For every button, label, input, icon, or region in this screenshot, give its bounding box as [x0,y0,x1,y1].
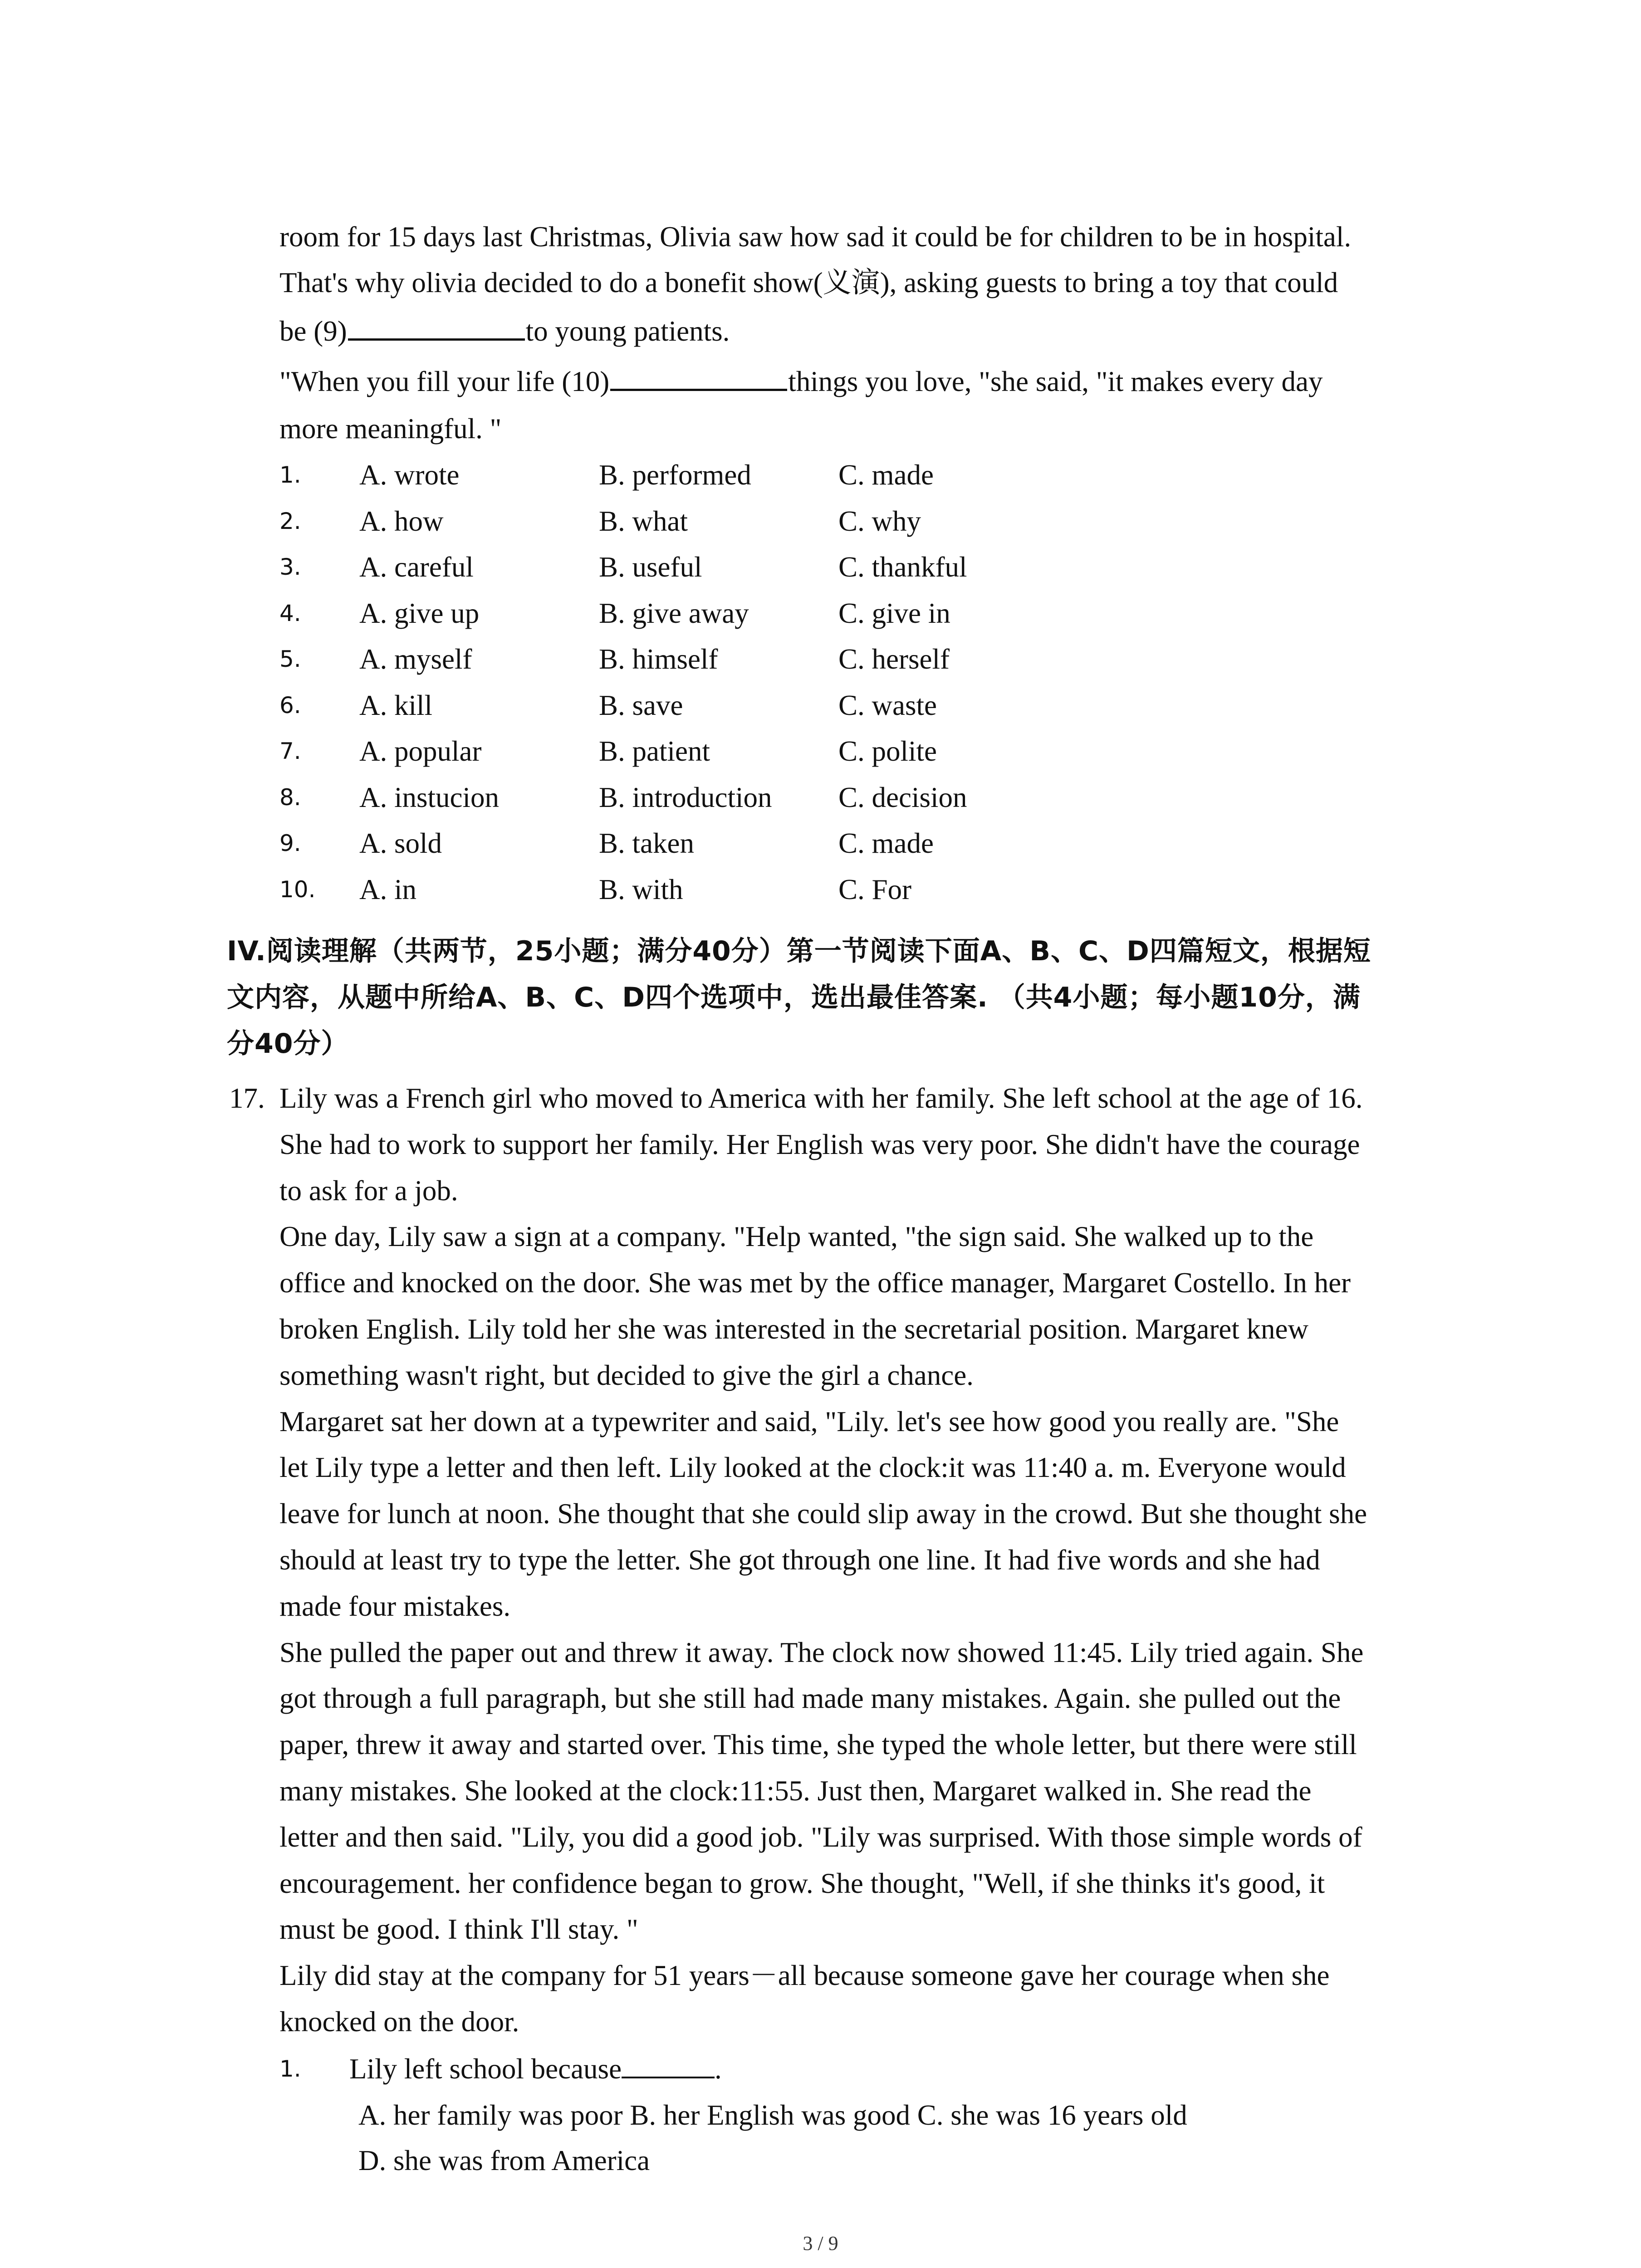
section-heading: 分40分） [227,1028,349,1060]
passage-line: more meaningful. " [279,413,502,445]
option-c: C. made [838,459,934,491]
passage-line: Lily was a French girl who moved to America with her family. She left school at the age of 16. [279,1082,1363,1114]
option-row [279,682,1504,728]
option-a: A. wrote [359,459,460,491]
option-row [279,544,1504,590]
passage-line [279,358,1323,405]
option-number: 1. [279,462,301,488]
option-a: A. sold [359,827,442,859]
option-b: B. give away [599,597,749,629]
option-row [279,498,1504,544]
passage-line: should at least try to type the letter. She got through one line. It had five words and she had [279,1544,1320,1576]
question-number: 17. [229,1082,265,1114]
option-b: B. himself [599,643,718,675]
sub-question-options: D. she was from America [358,2145,650,2176]
option-row [279,774,1504,821]
passage-line: got through a full paragraph, but she still had made many mistakes. Again. she pulled out the [279,1682,1341,1715]
answer-blank-10 [610,362,787,391]
option-a: A. how [359,505,444,537]
passage-text: be (9) [279,315,347,347]
passage-line [279,308,730,354]
passage-text: "When you fill your life (10) [279,366,610,397]
option-b: B. save [599,689,683,721]
option-a: A. in [359,873,416,905]
passage-line: That's why olivia decided to do a bonefit show(义演), asking guests to bring a toy that could [279,267,1338,298]
passage-line: to ask for a job. [279,1174,458,1207]
option-a: A. kill [359,689,433,721]
passage-line: Margaret sat her down at a typewriter and said, "Lily. let's see how good you really are. "She [279,1405,1339,1437]
passage-line: many mistakes. She looked at the clock:11:55. Just then, Margaret walked in. She read the [279,1775,1312,1807]
passage-line: knocked on the door. [279,2006,519,2038]
option-number: 9. [279,830,301,856]
option-b: B. with [599,873,683,905]
passage-line: Lily did stay at the company for 51 years－all because someone gave her courage when she [279,1960,1330,1992]
answer-blank-9 [348,311,525,341]
passage-line: paper, threw it away and started over. This time, she typed the whole letter, but there were still [279,1729,1357,1761]
passage-line: office and knocked on the door. She was met by the office manager, Margaret Costello. In her [279,1267,1351,1299]
passage-line: leave for lunch at noon. She thought that she could slip away in the crowd. But she thought she [279,1498,1367,1530]
passage-line: encouragement. her confidence began to grow. She thought, "Well, if she thinks it's good, it [279,1867,1325,1899]
passage-line: something wasn't right, but decided to give the girl a chance. [279,1359,974,1391]
option-a: A. careful [359,551,474,583]
option-a: A. give up [359,597,480,629]
option-c: C. why [838,505,921,537]
option-row [279,866,1504,913]
option-b: B. useful [599,551,702,583]
option-number: 8. [279,784,301,811]
option-number: 3. [279,554,301,580]
section-heading: 文内容，从题中所给A、B、C、D四个选项中，选出最佳答案. （共4小题；每小题10分，满 [227,982,1361,1013]
option-number: 5. [279,646,301,672]
sub-question-stem [349,2046,722,2092]
passage-text: things you love, "she said, "it makes every day [788,366,1323,397]
sub-question-options: A. her family was poor B. her English was good C. she was 16 years old [358,2099,1187,2131]
page-number: 3 / 9 [803,2232,838,2254]
option-number: 2. [279,508,301,534]
option-row [279,728,1504,774]
passage-line: One day, Lily saw a sign at a company. "Help wanted, "the sign said. She walked up to the [279,1221,1314,1253]
passage-line: let Lily type a letter and then left. Lily looked at the clock:it was 11:40 a. m. Everyone would [279,1452,1346,1484]
option-c: C. made [838,827,934,859]
option-a: A. instucion [359,781,499,813]
option-c: C. give in [838,597,950,629]
option-row [279,590,1504,636]
option-c: C. thankful [838,551,967,583]
option-number: 6. [279,692,301,719]
option-c: C. decision [838,781,967,813]
section-heading: IV.阅读理解（共两节，25小题；满分40分）第一节阅读下面A、B、C、D四篇短文，根据短 [227,935,1371,967]
option-row [279,452,1504,498]
option-c: C. For [838,873,912,905]
option-c: C. polite [838,735,937,767]
option-a: A. myself [359,643,472,675]
passage-line: made four mistakes. [279,1590,511,1622]
stem-text: . [715,2053,722,2085]
stem-text: Lily left school because [349,2053,622,2085]
passage-line: room for 15 days last Christmas, Olivia saw how sad it could be for children to be in hospital. [279,221,1352,253]
option-b: B. patient [599,735,710,767]
option-a: A. popular [359,735,482,767]
passage-line: letter and then said. "Lily, you did a good job. "Lily was surprised. With those simple words of [279,1821,1362,1853]
option-number: 10. [279,876,316,903]
passage-line: She had to work to support her family. Her English was very poor. She didn't have the courage [279,1128,1360,1160]
answer-blank [622,2049,715,2078]
option-b: B. performed [599,459,751,491]
option-b: B. taken [599,827,694,859]
passage-line: She pulled the paper out and threw it away. The clock now showed 11:45. Lily tried again. She [279,1636,1364,1668]
passage-line: must be good. I think I'll stay. " [279,1913,638,1945]
option-number: 4. [279,600,301,626]
passage-line: broken English. Lily told her she was interested in the secretarial position. Margaret knew [279,1313,1308,1345]
option-b: B. what [599,505,688,537]
option-number: 7. [279,738,301,764]
option-row [279,820,1504,866]
option-c: C. herself [838,643,950,675]
option-c: C. waste [838,689,937,721]
option-row [279,636,1504,682]
sub-question-number: 1. [279,2056,301,2082]
passage-text: to young patients. [525,315,730,347]
option-b: B. introduction [599,781,772,813]
